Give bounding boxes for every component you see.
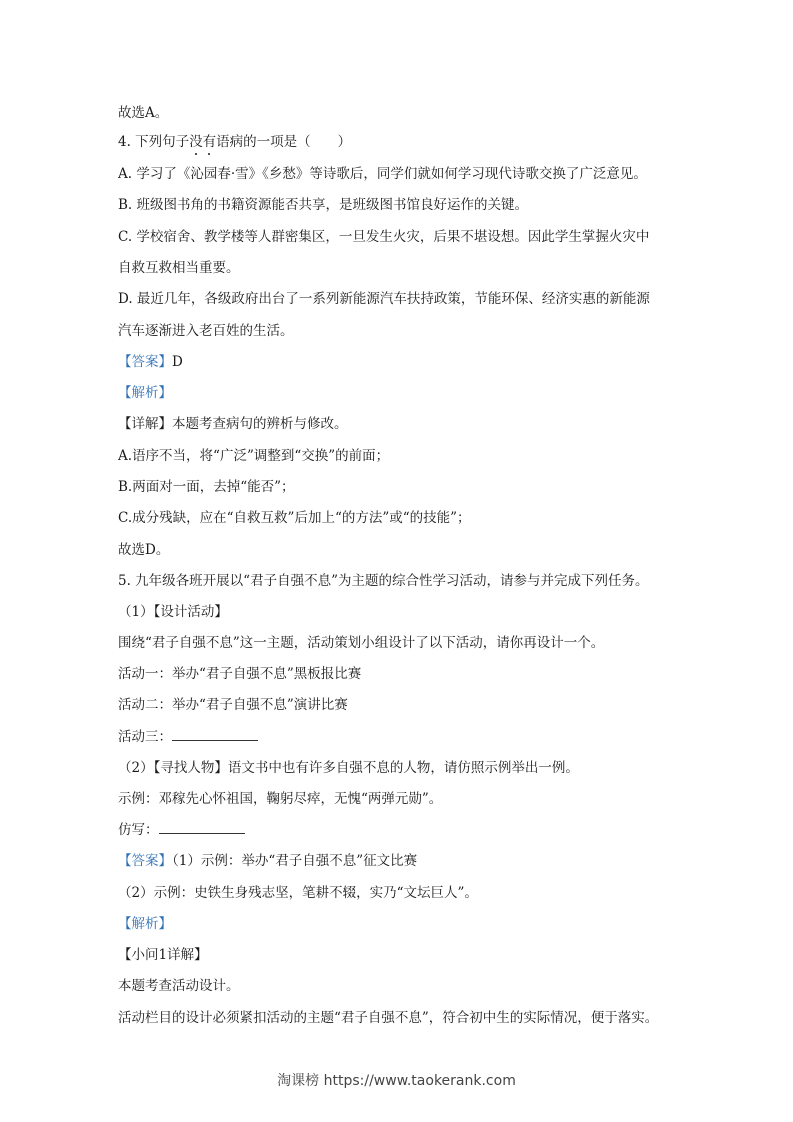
sub-question-1: （1）【设计活动】 — [118, 604, 228, 620]
detail-explanation: 【详解】本题考查病句的辨析与修改。 — [118, 416, 348, 432]
sub-question-2: （2）【寻找人物】语文书中也有许多自强不息的人物，请仿照示例举出一例。 — [118, 760, 579, 776]
activity-2: 活动二：举办“君子自强不息”演讲比赛 — [118, 697, 348, 713]
answer-tag: 【答案】 — [118, 354, 172, 370]
activity-3-label: 活动三： — [118, 729, 172, 745]
question-5-stem: 5. 九年级各班开展以“君子自强不息”为主题的综合性学习活动，请参与并完成下列任务。 — [118, 573, 649, 589]
option-d-cont: 汽车逐渐进入老百姓的生活。 — [118, 323, 294, 339]
footer-watermark: 淘课榜 https://www.taokerank.com — [277, 1073, 516, 1089]
answer-blank — [172, 728, 258, 741]
conclusion: 故选D。 — [118, 542, 170, 558]
option-c-cont: 自救互救相当重要。 — [118, 260, 240, 276]
text-line: 活动栏目的设计必须紧扣活动的主题“君子自强不息”，符合初中生的实际情况，便于落实。 — [118, 1010, 659, 1026]
answer-line — [118, 353, 183, 371]
example-line: 示例：邓稼先心怀祖国，鞠躬尽瘁，无愧“两弹元勋”。 — [118, 791, 443, 807]
question-4-suffix: 语病的一项是（ ） — [216, 134, 352, 150]
activity-1: 活动一：举办“君子自强不息”黑板报比赛 — [118, 666, 362, 682]
text-line: 本题考查活动设计。 — [118, 978, 240, 994]
option-d: D. 最近几年，各级政府出台了一系列新能源汽车扶持政策，节能环保、经济实惠的新能源 — [118, 291, 650, 307]
answer-value: （1）示例：举办“君子自强不息”征文比赛 — [172, 853, 418, 869]
answer-line — [118, 852, 417, 870]
answer-value: D — [172, 354, 183, 370]
analysis-tag: 【解析】 — [118, 385, 172, 401]
explanation-c: C.成分残缺，应在“自救互救”后加上“的方法”或“的技能”； — [118, 510, 471, 526]
answer-part-2: （2）示例：史铁生身残志坚，笔耕不辍，实乃“文坛巨人”。 — [118, 885, 478, 901]
explanation-b: B.两面对一面，去掉“能否”； — [118, 479, 295, 495]
answer-tag: 【答案】 — [118, 853, 172, 869]
activity-3 — [118, 728, 258, 746]
answer-blank — [159, 821, 245, 834]
imitation-line — [118, 821, 245, 839]
explanation-a: A.语序不当，将“广泛”调整到“交换”的前面； — [118, 448, 390, 464]
sub-question-detail: 【小问1详解】 — [118, 947, 208, 963]
option-b: B. 班级图书角的书籍资源能否共享，是班级图书馆良好运作的关键。 — [118, 197, 529, 213]
emphasis-char: 有 — [202, 134, 217, 150]
question-4-stem — [118, 133, 351, 151]
option-c: C. 学校宿舍、教学楼等人群密集区，一旦发生火灾，后果不堪设想。因此学生掌握火灾中 — [118, 229, 650, 245]
text-line: 围绕“君子自强不息”这一主题，活动策划小组设计了以下活动，请你再设计一个。 — [118, 635, 605, 651]
emphasis-char: 没 — [189, 134, 203, 150]
imitation-label: 仿写： — [118, 822, 159, 838]
analysis-tag: 【解析】 — [118, 916, 172, 932]
text-line: 故选A。 — [118, 105, 169, 121]
question-4-prefix: 4. 下列句子 — [118, 134, 190, 150]
option-a: A. 学习了《沁园春·雪》《乡愁》等诗歌后，同学们就如何学习现代诗歌交换了广泛意见。 — [118, 166, 647, 182]
